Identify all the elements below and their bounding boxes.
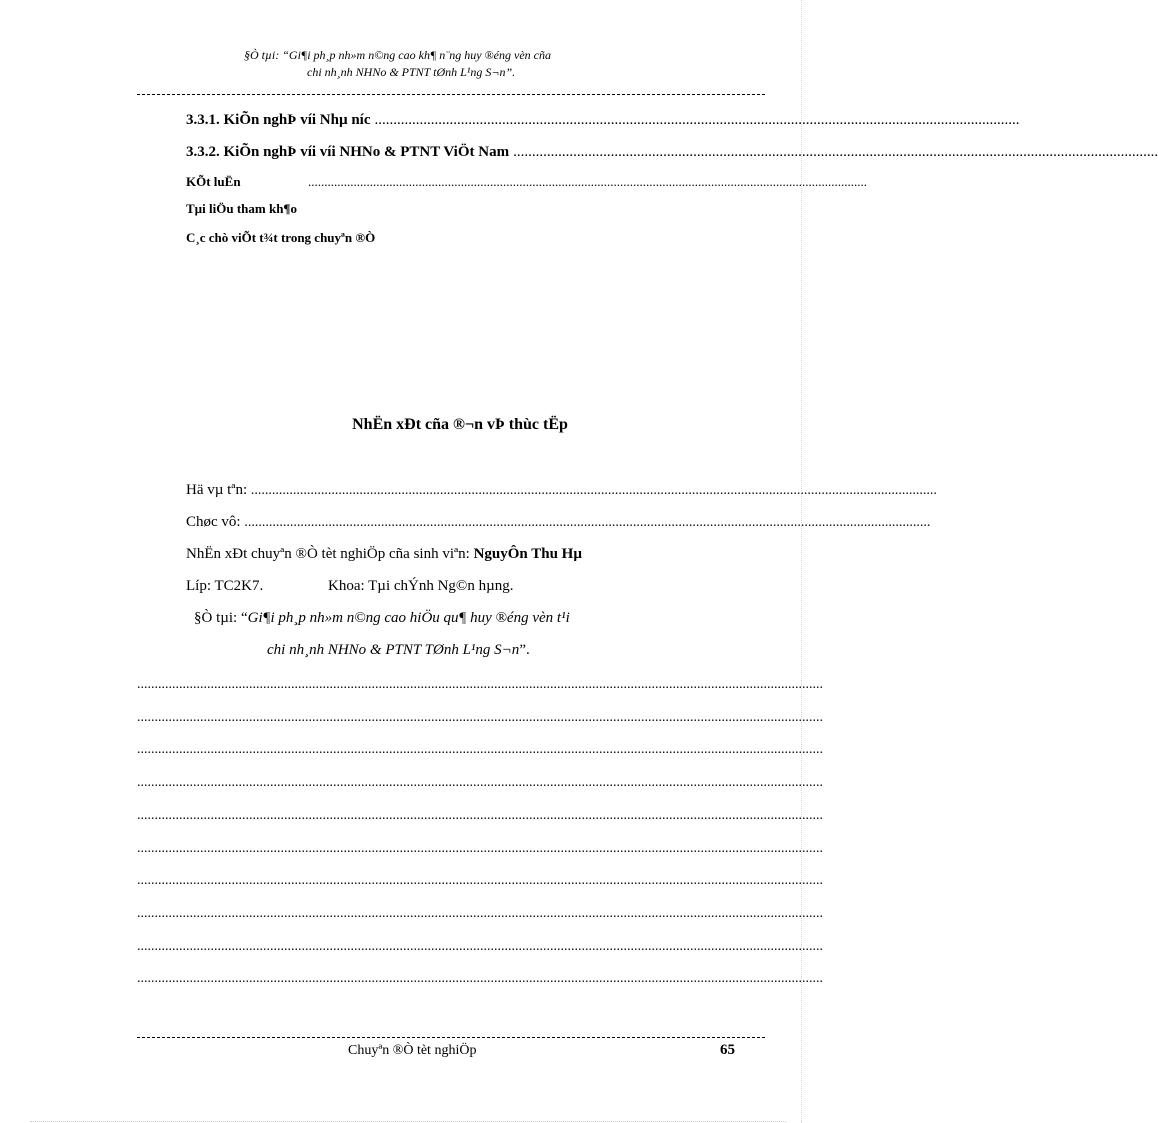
toc-item-references (186, 201, 766, 217)
comment-dotted-line: .................................................................................................................................................................................................... (137, 873, 823, 889)
position-row (186, 514, 931, 531)
topic-line-2: chi nh¸nh NHNo & PTNT TØnh L¹ng S¬n (267, 642, 520, 658)
page-number: 65 (720, 1042, 735, 1058)
faculty-label: Khoa: Tµi chÝnh Ng©n hµng. (328, 578, 514, 594)
comment-dotted-line: .................................................................................................................................................................................................... (137, 971, 823, 987)
page-right-border (801, 0, 802, 1123)
class-row (186, 578, 263, 595)
page-bottom-border (30, 1121, 786, 1122)
comment-prefix: NhËn xÐt chuyªn ®Ò tèt nghiÖp cña sinh viªn: (186, 546, 470, 562)
name-row (186, 482, 937, 499)
name-dots: .................................................................................................................................................................................................... (250, 483, 937, 498)
toc-item-label: 3.3.1. KiÕn nghÞ víi Nhµ níc (186, 112, 375, 128)
toc-leader-dots: ............................................................................................................................................................................ (374, 112, 1020, 128)
toc-item-3-3-1 (186, 112, 1020, 129)
toc-item-label: KÕt luËn (186, 174, 308, 190)
comment-dotted-line: .................................................................................................................................................................................................... (137, 677, 823, 692)
position-label: Chøc vô: (186, 514, 241, 530)
header-rule (137, 94, 765, 95)
comment-dotted-line: .................................................................................................................................................................................................... (137, 807, 823, 823)
toc-leader-dots: ............................................................................................................................................................................ (513, 144, 1158, 160)
name-label: Hä vµ tªn: (186, 482, 248, 498)
class-label: Líp: TC2K7. (186, 578, 264, 594)
topic-line-1: Gi¶i ph¸p nh»m n©ng cao hiÖu qu¶ huy ®éng vèn t¹i (247, 610, 570, 626)
toc-item-label: 3.3.2. KiÕn nghÞ víi víi NHNo & PTNT ViÖt Nam (186, 144, 513, 160)
comment-dotted-line: .................................................................................................................................................................................................... (137, 709, 823, 725)
comment-dotted-line: .................................................................................................................................................................................................... (137, 840, 823, 856)
footer-title: Chuyªn ®Ò tèt nghiÖp (348, 1043, 477, 1058)
header-line-1: §Ò tµi: “Gi¶i ph¸p nh»m n©ng cao kh¶ n¨ng huy ®éng vèn cña (244, 48, 551, 62)
toc-item-label: Tµi liÖu tham kh¶o (186, 201, 297, 216)
review-title: NhËn xÐt cña ®¬n vÞ thùc tËp (352, 416, 568, 433)
comment-dotted-line: .................................................................................................................................................................................................... (137, 938, 823, 954)
toc-leader-dots: ............................................................................................................................................................................ (308, 174, 867, 189)
topic-row-2 (267, 642, 530, 659)
faculty-row (328, 578, 513, 595)
comment-row (186, 546, 582, 563)
comment-dotted-line: .................................................................................................................................................................................................... (137, 742, 823, 758)
toc-item-conclusion (186, 174, 867, 190)
comment-dotted-line: .................................................................................................................................................................................................... (137, 775, 823, 791)
student-name: NguyÔn Thu Hµ (473, 546, 582, 562)
topic-end: ”. (519, 642, 530, 658)
toc-item-label: C¸c chò viÕt t¾t trong chuyªn ®Ò (186, 230, 376, 245)
topic-row (194, 610, 570, 627)
header-line-2: chi nh¸nh NHNo & PTNT tØnh L¹ng S¬n”. (307, 65, 516, 79)
comment-dotted-line: .................................................................................................................................................................................................... (137, 905, 823, 921)
position-dots: .................................................................................................................................................................................................... (244, 515, 931, 530)
toc-item-3-3-2 (186, 144, 1158, 161)
toc-item-abbreviations (186, 230, 766, 246)
topic-label: §Ò tµi: “ (194, 610, 248, 626)
footer-rule (137, 1037, 765, 1038)
